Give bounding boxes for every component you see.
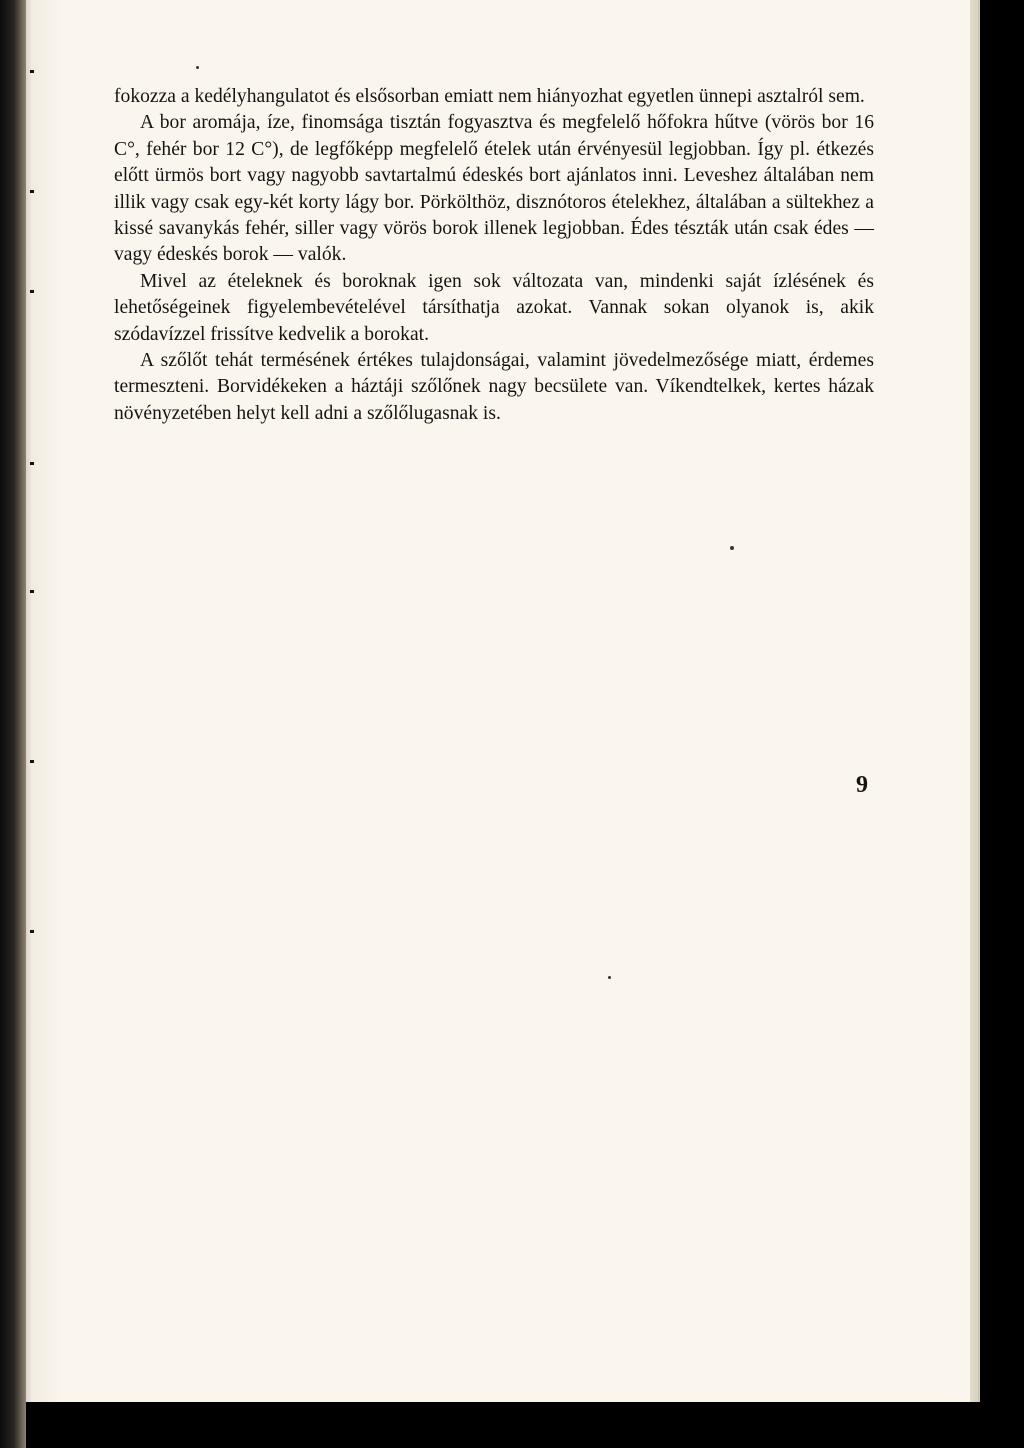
binding-mark [30,290,34,293]
paragraph-4: A szőlőt tehát termésének értékes tulajdonságai, valamint jövedelmezősége miatt, érdemes termeszteni. Borvidékeken a háztáji szőlőnek nagy becsülete van. Víkendtelkek, kertes házak növényzetében helyt kell adni a szőlőlugasnak is. [114,350,874,424]
binding-mark [30,930,34,933]
print-speck [196,66,199,69]
paragraph-2: A bor aromája, íze, finomsága tisztán fogyasztva és megfelelő hőfokra hűtve (vörös bor 16 C°, fehér bor 12 C°), de legfőképp megfelelő ételek után érvényesül legjobban. Így pl. étkezés előtt ürmös bort vagy nagyobb savtartalmú édeskés bort ajánlatos inni. Leveshez általában nem illik vagy csak egy-két korty lágy bor. Pörkölthöz, disznótoros ételekhez, általában a sültekhez a kissé savanykás fehér, siller vagy vörös borok illenek legjobban. Édes tészták után csak édes — vagy édeskés borok — valók. [114,112,874,266]
paragraph-1: fokozza a kedélyhangulatot és elsősorban emiatt nem hiányozhat egyetlen ünnepi asztalról sem. [114,86,865,107]
print-speck [608,976,611,979]
book-gutter [0,0,26,1448]
body-text [114,84,874,427]
binding-mark [30,590,34,593]
print-speck [730,546,734,550]
binding-mark [30,190,34,193]
page-number: 9 [856,772,868,798]
page-right-edge [970,0,980,1402]
paper-page [22,0,978,1402]
binding-mark [30,760,34,763]
binding-mark [30,70,34,73]
binding-mark [30,462,34,465]
paragraph-3: Mivel az ételeknek és boroknak igen sok változata van, mindenki saját ízlésének és lehetőségeinek figyelembevételével társíthatja azokat. Vannak sokan olyanok is, akik szódavízzel frissítve kedvelik a borokat. [114,270,874,345]
